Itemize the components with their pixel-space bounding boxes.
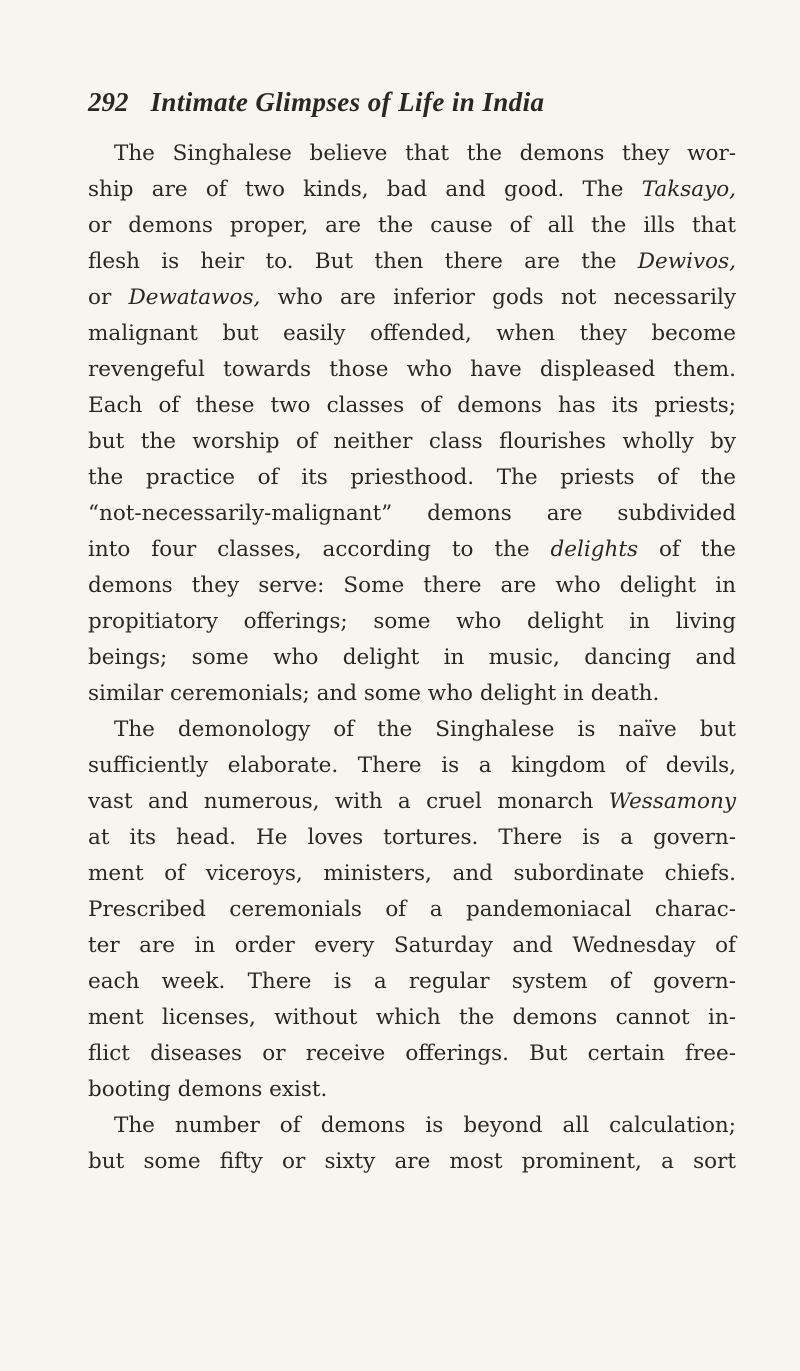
text-run: The number of demons is beyond all calculation; [114, 1113, 736, 1138]
text-line [88, 316, 736, 352]
text-line [88, 568, 736, 604]
text-run: each week. There is a regular system of govern- [88, 969, 736, 994]
text-run: ment licenses, without which the demons cannot in- [88, 1005, 736, 1030]
text-run: demons they serve: Some there are who delight in [88, 573, 736, 598]
text-line [88, 712, 736, 748]
text-run: propitiatory offerings; some who delight in living [88, 609, 736, 634]
text-run: The Singhalese believe that the demons they wor- [114, 141, 736, 166]
text-line [88, 964, 736, 1000]
text-run: The demonology of the Singhalese is naïve but [114, 717, 736, 742]
text-line [88, 424, 736, 460]
text-line [88, 604, 736, 640]
text-run: Each of these two classes of demons has its priests; [88, 393, 736, 418]
text-line [88, 676, 736, 712]
text-line [88, 748, 736, 784]
text-run: flesh is heir to. But then there are the [88, 249, 638, 274]
page-number: 292 [88, 87, 129, 117]
text-line [88, 1000, 736, 1036]
text-line [88, 532, 736, 568]
italic-term: Wessamony [608, 789, 736, 814]
text-run: or [88, 285, 129, 310]
text-line [88, 892, 736, 928]
text-line [88, 1072, 736, 1108]
text-line [88, 172, 736, 208]
text-line [88, 1108, 736, 1144]
text-line [88, 928, 736, 964]
text-line [88, 460, 736, 496]
text-run: the practice of its priesthood. The priests of the [88, 465, 736, 490]
italic-term: Dewivos, [637, 249, 736, 274]
text-run: but some fifty or sixty are most prominent, a sort [88, 1149, 736, 1174]
text-run: but the worship of neither class flourishes wholly by [88, 429, 736, 454]
text-run: who are inferior gods not necessarily [260, 285, 736, 310]
text-line [88, 208, 736, 244]
text-line [88, 496, 736, 532]
text-run: ment of viceroys, ministers, and subordinate chiefs. [88, 861, 736, 886]
text-run: Prescribed ceremonials of a pandemoniacal charac- [88, 897, 736, 922]
italic-term: delights [550, 537, 639, 562]
text-line [88, 280, 736, 316]
text-line [88, 352, 736, 388]
body-text [88, 136, 736, 1180]
text-line [88, 244, 736, 280]
text-run: of the [638, 537, 736, 562]
running-head [88, 82, 728, 122]
text-run: or demons proper, are the cause of all the ills that [88, 213, 736, 238]
italic-term: Taksayo, [641, 177, 736, 202]
text-run: similar ceremonials; and some who delight in death. [88, 681, 660, 706]
text-run: flict diseases or receive offerings. But certain free- [88, 1041, 736, 1066]
text-run: vast and numerous, with a cruel monarch [88, 789, 609, 814]
text-line [88, 1036, 736, 1072]
text-run: into four classes, according to the [88, 537, 551, 562]
italic-term: Dewatawos, [128, 285, 261, 310]
running-title: Intimate Glimpses of Life in India [150, 87, 545, 117]
text-line [88, 136, 736, 172]
text-run: ter are in order every Saturday and Wednesday of [88, 933, 736, 958]
text-line [88, 640, 736, 676]
text-run: ship are of two kinds, bad and good. The [88, 177, 642, 202]
text-run: revengeful towards those who have displeased them. [88, 357, 736, 382]
text-run: sufficiently elaborate. There is a kingdom of devils, [88, 753, 736, 778]
text-line [88, 1144, 736, 1180]
text-run: at its head. He loves tortures. There is a govern- [88, 825, 736, 850]
text-line [88, 784, 736, 820]
text-run: beings; some who delight in music, dancing and [88, 645, 736, 670]
text-run: malignant but easily offended, when they become [88, 321, 736, 346]
text-run: booting demons exist. [88, 1077, 328, 1102]
text-line [88, 820, 736, 856]
text-run: “not-necessarily-malignant” demons are subdivided [88, 501, 736, 526]
text-line [88, 388, 736, 424]
text-line [88, 856, 736, 892]
